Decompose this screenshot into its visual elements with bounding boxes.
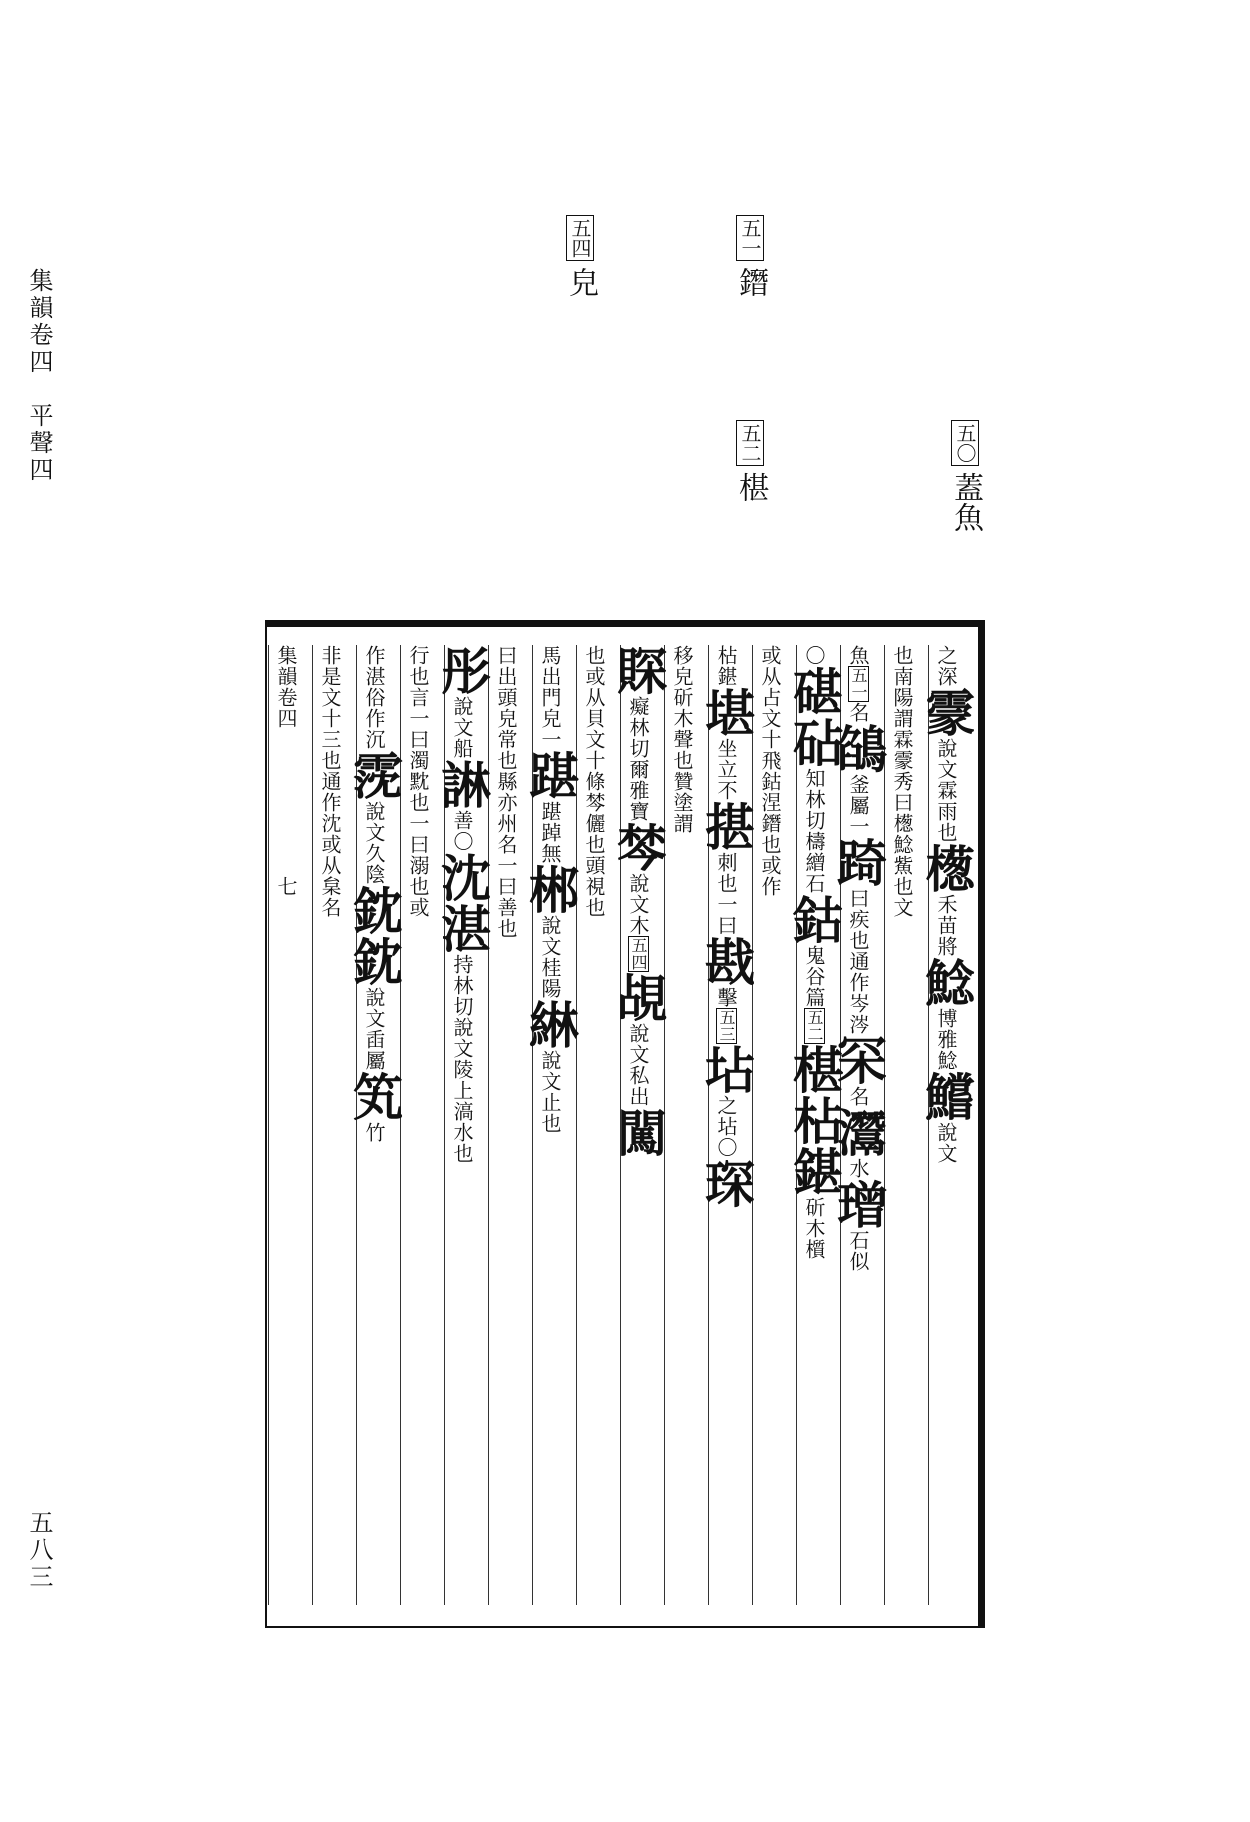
gloss-text: 秀曰檧 bbox=[890, 771, 914, 834]
headword: 踦 bbox=[829, 837, 888, 888]
text-column bbox=[312, 645, 356, 1605]
gloss-text: 癡林切爾雅寶 bbox=[626, 696, 650, 822]
headword: 鵮 bbox=[829, 723, 888, 774]
gloss-text: 也 bbox=[890, 645, 914, 666]
text-column bbox=[488, 645, 532, 1605]
gloss-text: 擊 bbox=[714, 987, 738, 1008]
gloss-text: 通作岑涔 bbox=[846, 951, 870, 1035]
text-column bbox=[268, 645, 312, 1605]
headword: 沈 bbox=[433, 852, 492, 903]
gloss-text: 鯰鮆也 bbox=[890, 834, 914, 897]
gloss-text: 竹 bbox=[362, 1122, 386, 1143]
gloss-text: 〇 bbox=[802, 645, 826, 666]
headword: 砧 bbox=[785, 717, 844, 768]
text-column bbox=[917, 645, 976, 1605]
note-marker: 五四 bbox=[629, 937, 648, 971]
gloss-text: 也或作 bbox=[758, 834, 782, 897]
headword: 枮 bbox=[785, 1095, 844, 1146]
gloss-text: 鬼谷篇 bbox=[802, 945, 826, 1008]
text-column bbox=[400, 645, 444, 1605]
headword: 鱨 bbox=[917, 1071, 976, 1122]
headword: 綝 bbox=[521, 999, 580, 1050]
headword: 闖 bbox=[609, 1107, 668, 1158]
running-head: 集韻卷四 平聲四 bbox=[25, 268, 53, 484]
headword: 鍖 bbox=[785, 1146, 844, 1197]
text-column bbox=[697, 645, 756, 1605]
headword: 琛 bbox=[697, 1158, 756, 1209]
text-column bbox=[576, 645, 620, 1605]
gloss-text: 集韻 bbox=[274, 645, 298, 687]
gloss-text: 南陽謂霖霥 bbox=[890, 666, 914, 771]
gloss-text: 說文桂陽 bbox=[538, 915, 562, 999]
note-char: 皃 bbox=[563, 267, 598, 297]
gloss-text: 持林切說文陵上滈水也 bbox=[450, 954, 474, 1164]
gloss-text: 條棽儷也 bbox=[582, 771, 606, 855]
headword: 堪 bbox=[697, 687, 756, 738]
text-column bbox=[829, 645, 888, 1605]
headword: 彤 bbox=[433, 645, 492, 696]
headword: 璔 bbox=[829, 1179, 888, 1230]
gloss-text: 一曰濁黕也一曰溺也或 bbox=[406, 708, 430, 918]
gloss-text: 非是文十三 bbox=[318, 645, 342, 750]
gloss-text: 說文止也 bbox=[538, 1050, 562, 1134]
gloss-text: 說文臿屬 bbox=[362, 987, 386, 1071]
gloss-text: 知林切檮繒石 bbox=[802, 768, 826, 894]
gloss-text: 卷四 bbox=[274, 687, 298, 729]
headword: 覘 bbox=[609, 972, 668, 1023]
text-column bbox=[521, 645, 580, 1605]
gloss-text: 或从枲 bbox=[318, 834, 342, 897]
headword: 罙 bbox=[829, 1035, 888, 1086]
gloss-text: 也或从貝文十 bbox=[582, 645, 606, 771]
text-frame bbox=[265, 620, 985, 1628]
gloss-text: 頭視也 bbox=[582, 855, 606, 918]
note-marker: 五二 bbox=[736, 420, 764, 466]
gloss-text: 說文霖雨也 bbox=[934, 738, 958, 843]
gloss-text: 或从占文十 bbox=[758, 645, 782, 750]
note-marker: 五〇 bbox=[951, 420, 979, 466]
page-number: 五八三 bbox=[25, 1510, 53, 1591]
gloss-text: 曰出頭皃 bbox=[494, 645, 518, 729]
headword: 笂 bbox=[345, 1071, 404, 1122]
headword: 鯰 bbox=[917, 957, 976, 1008]
note-marker: 五四 bbox=[566, 215, 594, 261]
gloss-text: 石似 bbox=[846, 1230, 870, 1272]
headword: 鈷 bbox=[785, 894, 844, 945]
note-char: 鐕 bbox=[733, 267, 768, 297]
text-column bbox=[433, 645, 492, 1605]
gloss-text: 名 bbox=[846, 702, 870, 723]
gloss-text: 說文船 bbox=[450, 696, 474, 759]
gloss-text: 〇 bbox=[714, 1137, 738, 1158]
gloss-text: 枮 bbox=[714, 645, 738, 666]
headword: 鈂 bbox=[345, 936, 404, 987]
margin-note bbox=[733, 215, 768, 297]
headword: 灊 bbox=[829, 1107, 888, 1158]
note-marker: 五三 bbox=[717, 1009, 736, 1043]
gloss-text: 贊塗謂 bbox=[670, 771, 694, 834]
text-column bbox=[884, 645, 928, 1605]
gloss-text: 禾苗將 bbox=[934, 894, 958, 957]
text-column bbox=[345, 645, 404, 1605]
gloss-text: 鍖 bbox=[714, 666, 738, 687]
headword: 揕 bbox=[697, 801, 756, 852]
headword: 郴 bbox=[521, 864, 580, 915]
gloss-text: 之深 bbox=[934, 645, 958, 687]
gloss-text: 也通作沈 bbox=[318, 750, 342, 834]
margin-note bbox=[563, 215, 598, 297]
note-marker: 五二 bbox=[805, 1009, 824, 1043]
gloss-text: 博雅鯰 bbox=[934, 1008, 958, 1071]
gloss-text: 斫木聲 bbox=[670, 687, 694, 750]
gloss-text: 踸踔無 bbox=[538, 801, 562, 864]
text-column bbox=[664, 645, 708, 1605]
gloss-text: 曰疾也 bbox=[846, 888, 870, 951]
text-column bbox=[785, 645, 844, 1605]
gloss-text: 言 bbox=[406, 687, 430, 708]
gloss-text: 七 bbox=[274, 876, 298, 897]
headword: 戡 bbox=[697, 936, 756, 987]
gloss-text: 坐立不 bbox=[714, 738, 738, 801]
margin-note bbox=[733, 420, 768, 502]
headword: 霃 bbox=[345, 750, 404, 801]
gloss-text: 魚 bbox=[846, 645, 870, 666]
headword: 檧 bbox=[917, 843, 976, 894]
gloss-text: 〇 bbox=[450, 831, 474, 852]
text-column bbox=[609, 645, 668, 1605]
gloss-text bbox=[274, 729, 298, 876]
gloss-text: 馬出門皃一 bbox=[538, 645, 562, 750]
gloss-text: 名 bbox=[318, 897, 342, 918]
headword: 霥 bbox=[917, 687, 976, 738]
headword: 坫 bbox=[697, 1044, 756, 1095]
note-char: 椹 bbox=[733, 472, 768, 502]
headword: 踸 bbox=[521, 750, 580, 801]
text-column bbox=[752, 645, 796, 1605]
gloss-text: 之坫 bbox=[714, 1095, 738, 1137]
note-marker: 五一 bbox=[736, 215, 764, 261]
gloss-text: 作湛俗作沉 bbox=[362, 645, 386, 750]
headword: 棽 bbox=[609, 822, 668, 873]
headword: 椹 bbox=[785, 1044, 844, 1095]
gloss-text: 善 bbox=[450, 810, 474, 831]
gloss-text: 說文久陰 bbox=[362, 801, 386, 885]
note-marker: 五一 bbox=[849, 667, 868, 701]
headword: 湛 bbox=[433, 903, 492, 954]
gloss-text: 一曰善也 bbox=[494, 855, 518, 939]
gloss-text: 刺也一曰 bbox=[714, 852, 738, 936]
gloss-text: 飛鈷涅鐕 bbox=[758, 750, 782, 834]
headword: 賝 bbox=[609, 645, 668, 696]
gloss-text: 說文私出 bbox=[626, 1023, 650, 1107]
gloss-text: 水 bbox=[846, 1158, 870, 1179]
gloss-text: 文 bbox=[890, 897, 914, 918]
gloss-text: 縣亦州名 bbox=[494, 771, 518, 855]
gloss-text: 移皃 bbox=[670, 645, 694, 687]
headword: 碪 bbox=[785, 666, 844, 717]
gloss-text: 也 bbox=[670, 750, 694, 771]
headword: 鈂 bbox=[345, 885, 404, 936]
gloss-text: 名 bbox=[846, 1086, 870, 1107]
note-char: 蓋魚 bbox=[948, 472, 983, 532]
gloss-text: 說文木 bbox=[626, 873, 650, 936]
gloss-text: 斫木櫍 bbox=[802, 1197, 826, 1260]
headword: 諃 bbox=[433, 759, 492, 810]
gloss-text: 行也 bbox=[406, 645, 430, 687]
gloss-text: 釜屬一 bbox=[846, 774, 870, 837]
gloss-text: 常也 bbox=[494, 729, 518, 771]
margin-note bbox=[948, 420, 983, 532]
gloss-text: 說文 bbox=[934, 1122, 958, 1164]
